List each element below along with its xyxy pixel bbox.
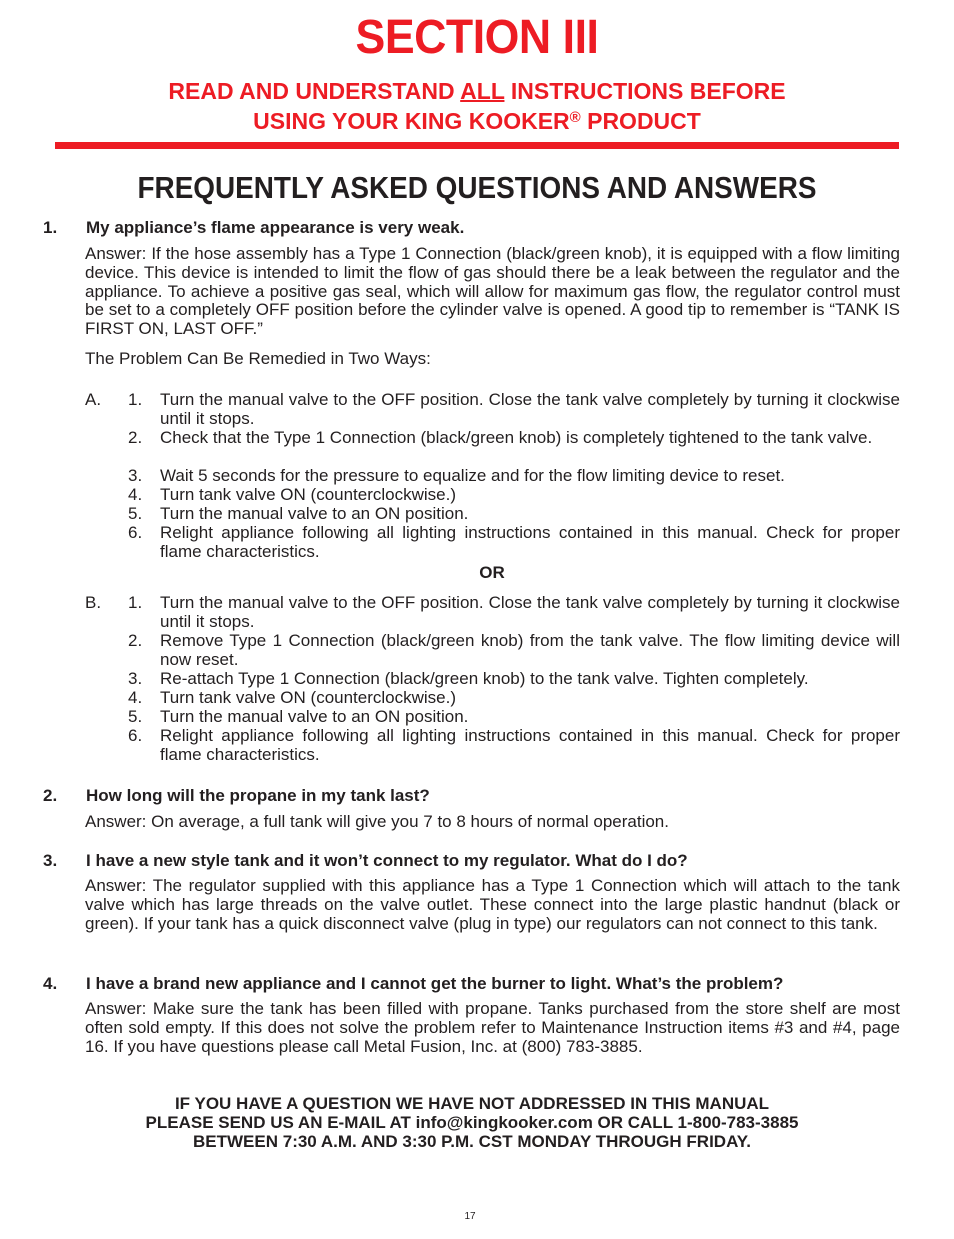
step-text: Relight appliance following all lighting instructions contained in this manual. Check for proper flame characteristics. bbox=[160, 726, 900, 764]
contact-line2: PLEASE SEND US AN E-MAIL AT info@kingkooker.com OR CALL 1-800-783-3885 bbox=[145, 1113, 799, 1132]
or-separator: OR bbox=[479, 563, 505, 582]
question-number: 2. bbox=[43, 786, 58, 805]
answer-1: Answer: If the hose assembly has a Type 1 Connection (black/green knob), it is equipped with a flow limiting device. This device is intended to limit the flow of gas should there be a leak between the regulator and the appliance. To achieve a positive gas seal, which will allow for maximum gas flow, the regulator control must be set to a completely OFF position before the cylinder valve is opened. A good tip to remember is “TANK IS FIRST ON, LAST OFF.” bbox=[85, 244, 900, 339]
step-number: 3. bbox=[128, 669, 143, 688]
step-text: Remove Type 1 Connection (black/green knob) from the tank valve. The flow limiting device will now reset. bbox=[160, 631, 900, 669]
page-number: 17 bbox=[464, 1211, 476, 1222]
step-text: Turn tank valve ON (counterclockwise.) bbox=[160, 485, 457, 504]
step-text: Turn the manual valve to an ON position. bbox=[160, 707, 469, 726]
step-text: Wait 5 seconds for the pressure to equalize and for the flow limiting device to reset. bbox=[160, 466, 785, 485]
step-number: 3. bbox=[128, 466, 143, 485]
step-text: Turn tank valve ON (counterclockwise.) bbox=[160, 688, 457, 707]
step-number: 1. bbox=[128, 390, 143, 409]
instruction-warning-line1 bbox=[0, 78, 954, 105]
question-number: 4. bbox=[43, 974, 58, 993]
step-number: 2. bbox=[128, 428, 143, 447]
step-text: Check that the Type 1 Connection (black/green knob) is completely tightened to the tank valve. bbox=[160, 428, 873, 447]
section-title: SECTION III bbox=[355, 11, 599, 64]
question-3: I have a new style tank and it won’t connect to my regulator. What do I do? bbox=[86, 851, 688, 870]
remedy-intro: The Problem Can Be Remedied in Two Ways: bbox=[85, 349, 431, 368]
step-number: 1. bbox=[128, 593, 143, 612]
red-divider bbox=[55, 142, 899, 149]
contact-line1: IF YOU HAVE A QUESTION WE HAVE NOT ADDRESSED IN THIS MANUAL bbox=[174, 1094, 770, 1113]
question-number: 3. bbox=[43, 851, 58, 870]
subtitle-underlined: ALL bbox=[460, 78, 505, 104]
step-text: Turn the manual valve to the OFF position. Close the tank valve completely by turning it clockwise until it stops. bbox=[160, 390, 900, 428]
step-number: 5. bbox=[128, 504, 143, 523]
procedure-letter: B. bbox=[85, 593, 102, 612]
procedure-letter: A. bbox=[85, 390, 102, 409]
step-number: 2. bbox=[128, 631, 143, 650]
question-2: How long will the propane in my tank last? bbox=[86, 786, 430, 805]
question-4: I have a brand new appliance and I cannot get the burner to light. What’s the problem? bbox=[86, 974, 784, 993]
step-text: Relight appliance following all lighting instructions contained in this manual. Check for proper flame characteristics. bbox=[160, 523, 900, 561]
subtitle-pre: READ AND UNDERSTAND bbox=[168, 78, 461, 104]
step-text: Turn the manual valve to an ON position. bbox=[160, 504, 469, 523]
answer-2: Answer: On average, a full tank will give you 7 to 8 hours of normal operation. bbox=[85, 812, 669, 831]
step-number: 6. bbox=[128, 523, 143, 542]
contact-line3: BETWEEN 7:30 A.M. AND 3:30 P.M. CST MONDAY THROUGH FRIDAY. bbox=[193, 1132, 751, 1151]
step-number: 6. bbox=[128, 726, 143, 745]
faq-heading: FREQUENTLY ASKED QUESTIONS AND ANSWERS bbox=[137, 170, 817, 205]
subtitle-post: INSTRUCTIONS BEFORE bbox=[504, 78, 786, 104]
instruction-warning-line2 bbox=[0, 108, 954, 135]
answer-4: Answer: Make sure the tank has been filled with propane. Tanks purchased from the store shelf are most often sold empty. If this does not solve the problem refer to Maintenance Instruction items #3 and #4, page 16. If you have questions please call Metal Fusion, Inc. at (800) 783-3885. bbox=[85, 999, 900, 1056]
step-text: Turn the manual valve to the OFF position. Close the tank valve completely by turning it clockwise until it stops. bbox=[160, 593, 900, 631]
step-number: 4. bbox=[128, 688, 143, 707]
question-number: 1. bbox=[43, 218, 58, 237]
step-number: 4. bbox=[128, 485, 143, 504]
subtitle-line2-end: PRODUCT bbox=[580, 108, 701, 134]
answer-3: Answer: The regulator supplied with this appliance has a Type 1 Connection which will attach to the tank valve which has large threads on the valve outlet. These connect into the large plastic handnut (black or green). If your tank has a quick disconnect valve (plug in type) our regulators can not connect to this tank. bbox=[85, 876, 900, 933]
step-number: 5. bbox=[128, 707, 143, 726]
subtitle-line2: USING YOUR KING KOOKER bbox=[253, 108, 570, 134]
step-text: Re-attach Type 1 Connection (black/green knob) to the tank valve. Tighten completely. bbox=[160, 669, 809, 688]
registered-mark: ® bbox=[569, 109, 581, 126]
contact-notice bbox=[0, 1094, 944, 1151]
question-1: My appliance’s flame appearance is very weak. bbox=[86, 218, 465, 237]
